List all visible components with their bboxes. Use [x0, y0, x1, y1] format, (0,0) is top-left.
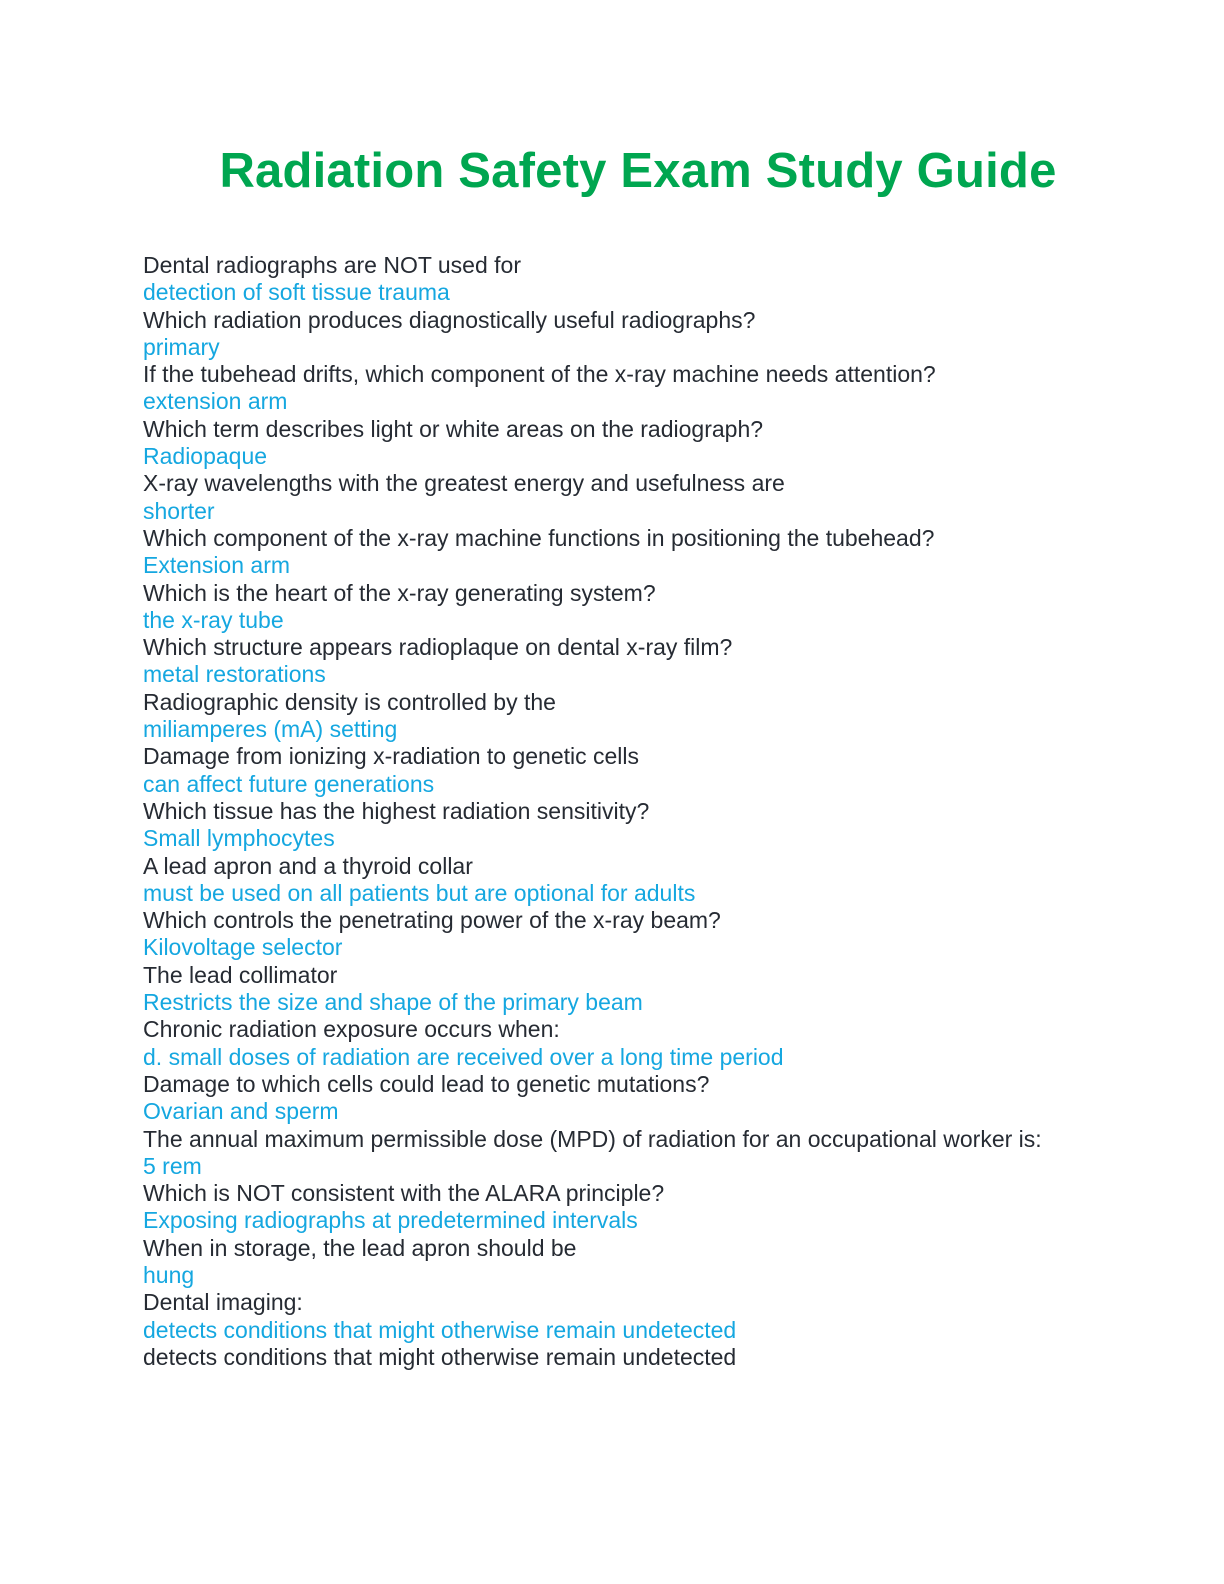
question-text: A lead apron and a thyroid collar — [143, 852, 473, 879]
page-title: Radiation Safety Exam Study Guide — [219, 144, 1057, 198]
qa-item — [143, 798, 1073, 853]
qa-item — [143, 361, 1073, 416]
qa-item — [143, 853, 1073, 908]
qa-item — [143, 689, 1073, 744]
answer-text: can affect future generations — [143, 770, 435, 797]
qa-item — [143, 907, 1073, 962]
question-text: Which is NOT consistent with the ALARA principle? — [143, 1180, 665, 1207]
qa-item — [143, 580, 1073, 635]
question-text: Which component of the x-ray machine functions in positioning the tubehead? — [143, 524, 935, 551]
answer-text: Restricts the size and shape of the primary beam — [143, 989, 643, 1016]
qa-item — [143, 252, 1073, 307]
qa-item — [143, 634, 1073, 689]
question-text: Damage from ionizing x-radiation to genetic cells — [143, 743, 640, 770]
qa-item — [143, 1289, 1073, 1344]
answer-text: Kilovoltage selector — [143, 934, 343, 961]
answer-text: the x-ray tube — [143, 606, 284, 633]
answer-text: primary — [143, 333, 220, 360]
answer-text: 5 rem — [143, 1152, 202, 1179]
answer-text: metal restorations — [143, 661, 326, 688]
qa-item — [143, 1235, 1073, 1290]
question-text: Chronic radiation exposure occurs when: — [143, 1016, 560, 1043]
question-text: Which controls the penetrating power of the x-ray beam? — [143, 907, 721, 934]
answer-text: shorter — [143, 497, 215, 524]
answer-text: extension arm — [143, 388, 288, 415]
question-text: Damage to which cells could lead to genetic mutations? — [143, 1070, 710, 1097]
answer-text: detection of soft tissue trauma — [143, 279, 450, 306]
answer-text: Extension arm — [143, 552, 291, 579]
answer-text: Small lymphocytes — [143, 825, 335, 852]
answer-text: Radiopaque — [143, 443, 268, 470]
question-text: Radiographic density is controlled by the — [143, 688, 556, 715]
trailing-line — [143, 1344, 1073, 1371]
question-text: Which term describes light or white areas on the radiograph? — [143, 415, 764, 442]
answer-text: miliamperes (mA) setting — [143, 716, 398, 743]
question-text: The lead collimator — [143, 961, 338, 988]
answer-text: Ovarian and sperm — [143, 1098, 339, 1125]
question-text: Which is the heart of the x-ray generating system? — [143, 579, 656, 606]
question-text: If the tubehead drifts, which component of the x-ray machine needs attention? — [143, 361, 936, 388]
question-text: Which radiation produces diagnostically useful radiographs? — [143, 306, 756, 333]
answer-text: must be used on all patients but are optional for adults — [143, 879, 696, 906]
question-text: Which structure appears radioplaque on dental x-ray film? — [143, 634, 733, 661]
qa-item — [143, 1180, 1073, 1235]
question-text: Dental imaging: — [143, 1289, 303, 1316]
answer-text: d. small doses of radiation are received over a long time period — [143, 1043, 784, 1070]
qa-list — [143, 252, 1073, 1371]
qa-item — [143, 307, 1073, 362]
question-text: X-ray wavelengths with the greatest energy and usefulness are — [143, 470, 785, 497]
answer-text: detects conditions that might otherwise remain undetected — [143, 1316, 737, 1343]
qa-item — [143, 1071, 1073, 1126]
answer-text: Exposing radiographs at predetermined intervals — [143, 1207, 638, 1234]
qa-item — [143, 470, 1073, 525]
qa-item — [143, 1016, 1073, 1071]
qa-item — [143, 416, 1073, 471]
question-text: The annual maximum permissible dose (MPD) of radiation for an occupational worker is: — [143, 1125, 1042, 1152]
qa-item — [143, 743, 1073, 798]
qa-item — [143, 1126, 1073, 1181]
trailing-text: detects conditions that might otherwise remain undetected — [143, 1343, 737, 1370]
qa-item — [143, 525, 1073, 580]
question-text: Which tissue has the highest radiation sensitivity? — [143, 797, 650, 824]
answer-text: hung — [143, 1261, 195, 1288]
question-text: When in storage, the lead apron should be — [143, 1234, 577, 1261]
qa-item — [143, 962, 1073, 1017]
question-text: Dental radiographs are NOT used for — [143, 252, 521, 278]
